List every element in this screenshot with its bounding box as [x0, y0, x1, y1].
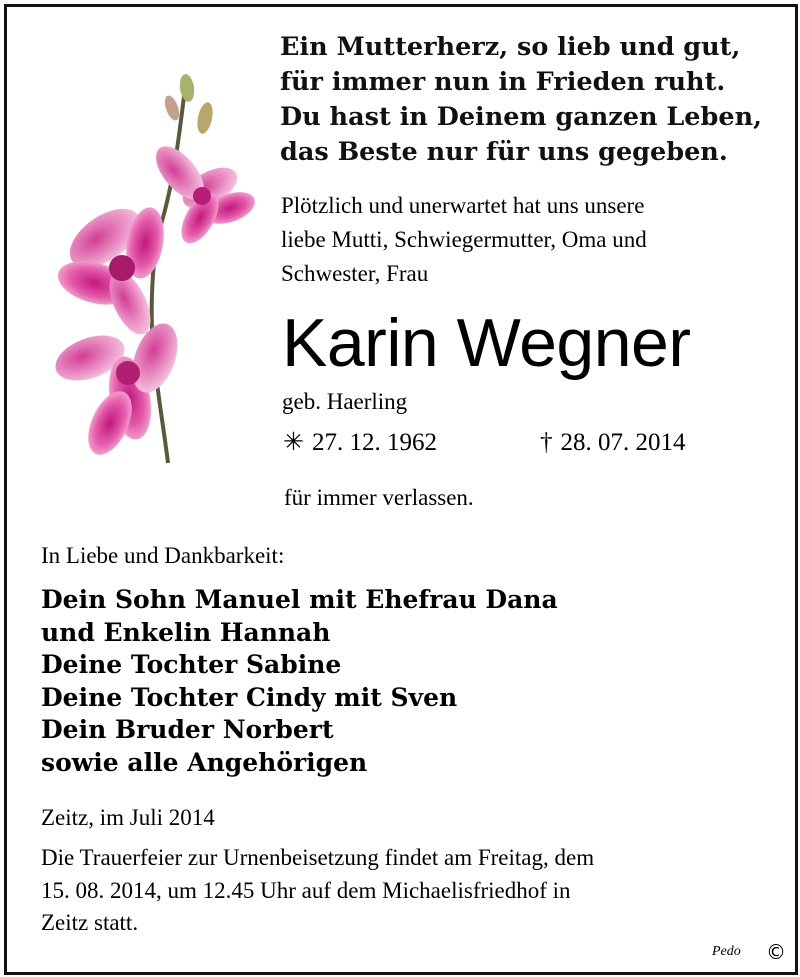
- mourner: Dein Sohn Manuel mit Ehefrau Dana: [41, 585, 558, 614]
- orchid-illustration: [50, 68, 260, 468]
- poem: [280, 30, 762, 170]
- funeral-line: Die Trauerfeier zur Urnenbeisetzung findet am Freitag, dem: [41, 845, 595, 870]
- deceased-name: Karin Wegner: [282, 305, 691, 381]
- mourner: Deine Tochter Cindy mit Sven: [41, 682, 458, 712]
- funeral-notice: [41, 842, 761, 940]
- mourner: sowie alle Angehörigen: [41, 747, 368, 777]
- maiden-name: geb. Haerling: [282, 389, 408, 414]
- poem-line: Ein Mutterherz, so lieb und gut,: [280, 32, 741, 62]
- intro-line: Schwester, Frau: [281, 261, 429, 286]
- copyright-icon: ©: [766, 940, 786, 964]
- poem-line: Du hast in Deinem ganzen Leben,: [280, 102, 762, 132]
- funeral-line: 15. 08. 2014, um 12.45 Uhr auf dem Michaelisfriedhof in: [41, 877, 571, 903]
- birth-date: [283, 426, 437, 460]
- intro-line: Plötzlich und unerwartet hat uns unsere: [281, 193, 645, 218]
- forever-text: für immer verlassen.: [284, 485, 474, 510]
- poem-line: das Beste nur für uns gegeben.: [280, 137, 728, 167]
- poem-line: für immer nun in Frieden ruht.: [280, 67, 726, 97]
- intro-text: [281, 189, 647, 291]
- death-date-value: 28. 07. 2014: [560, 429, 686, 456]
- mourner: Deine Tochter Sabine: [41, 650, 342, 680]
- death-cross-icon: †: [540, 429, 553, 456]
- place-date: Zeitz, im Juli 2014: [41, 805, 215, 830]
- death-date: [540, 426, 686, 460]
- signature: Pedo: [712, 944, 741, 959]
- mourner: Dein Bruder Norbert: [41, 715, 334, 745]
- birth-date-value: 27. 12. 1962: [311, 429, 437, 456]
- intro-line: liebe Mutti, Schwiegermutter, Oma und: [281, 227, 647, 252]
- funeral-line: Zeitz statt.: [41, 910, 139, 935]
- birth-star-icon: ✳: [283, 429, 304, 456]
- mourner: und Enkelin Hannah: [41, 617, 331, 647]
- gratitude-text: In Liebe und Dankbarkeit:: [41, 543, 285, 568]
- mourners-list: [41, 584, 558, 780]
